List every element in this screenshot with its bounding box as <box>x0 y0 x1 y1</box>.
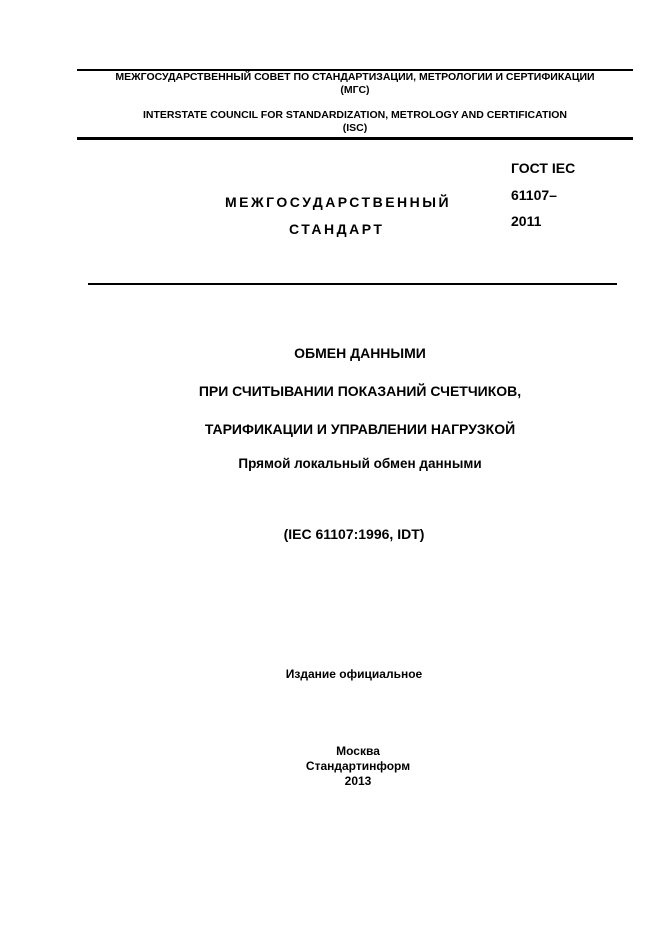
council-ru-abbr: (МГС) <box>340 84 370 96</box>
edition-note: Издание официальное <box>285 667 423 681</box>
header-bottom-rule <box>77 137 633 140</box>
council-name-en <box>77 109 633 135</box>
imprint-publisher: Стандартинформ <box>305 759 411 773</box>
standard-code-line1: ГОСТ IEC <box>511 160 576 176</box>
standard-code-line3: 2011 <box>511 213 542 229</box>
council-ru-text: МЕЖГОСУДАРСТВЕННЫЙ СОВЕТ ПО СТАНДАРТИЗАЦИИ, МЕТРОЛОГИИ И СЕРТИФИКАЦИИ <box>115 71 595 83</box>
standard-code-line2: 61107– <box>511 187 557 203</box>
council-name-ru <box>77 71 633 97</box>
title-line3: ТАРИФИКАЦИИ И УПРАВЛЕНИИ НАГРУЗКОЙ <box>204 421 516 437</box>
council-en-abbr: (ISC) <box>342 122 368 134</box>
title-line2: ПРИ СЧИТЫВАНИИ ПОКАЗАНИЙ СЧЕТЧИКОВ, <box>198 383 522 399</box>
imprint-city: Москва <box>336 744 380 758</box>
standard-type-line1: МЕЖГОСУДАРСТВЕННЫЙ <box>225 194 452 210</box>
imprint-year: 2013 <box>344 774 372 788</box>
iec-reference: (IEC 61107:1996, IDT) <box>283 526 425 542</box>
title-subtitle: Прямой локальный обмен данными <box>238 456 482 471</box>
title-line1: ОБМЕН ДАННЫМИ <box>294 345 426 361</box>
title-divider-rule <box>88 283 617 285</box>
standard-type-line2: СТАНДАРТ <box>289 221 385 237</box>
council-en-text: INTERSTATE COUNCIL FOR STANDARDIZATION, METROLOGY AND CERTIFICATION <box>142 109 568 121</box>
imprint <box>0 744 661 789</box>
document-title <box>0 345 661 471</box>
